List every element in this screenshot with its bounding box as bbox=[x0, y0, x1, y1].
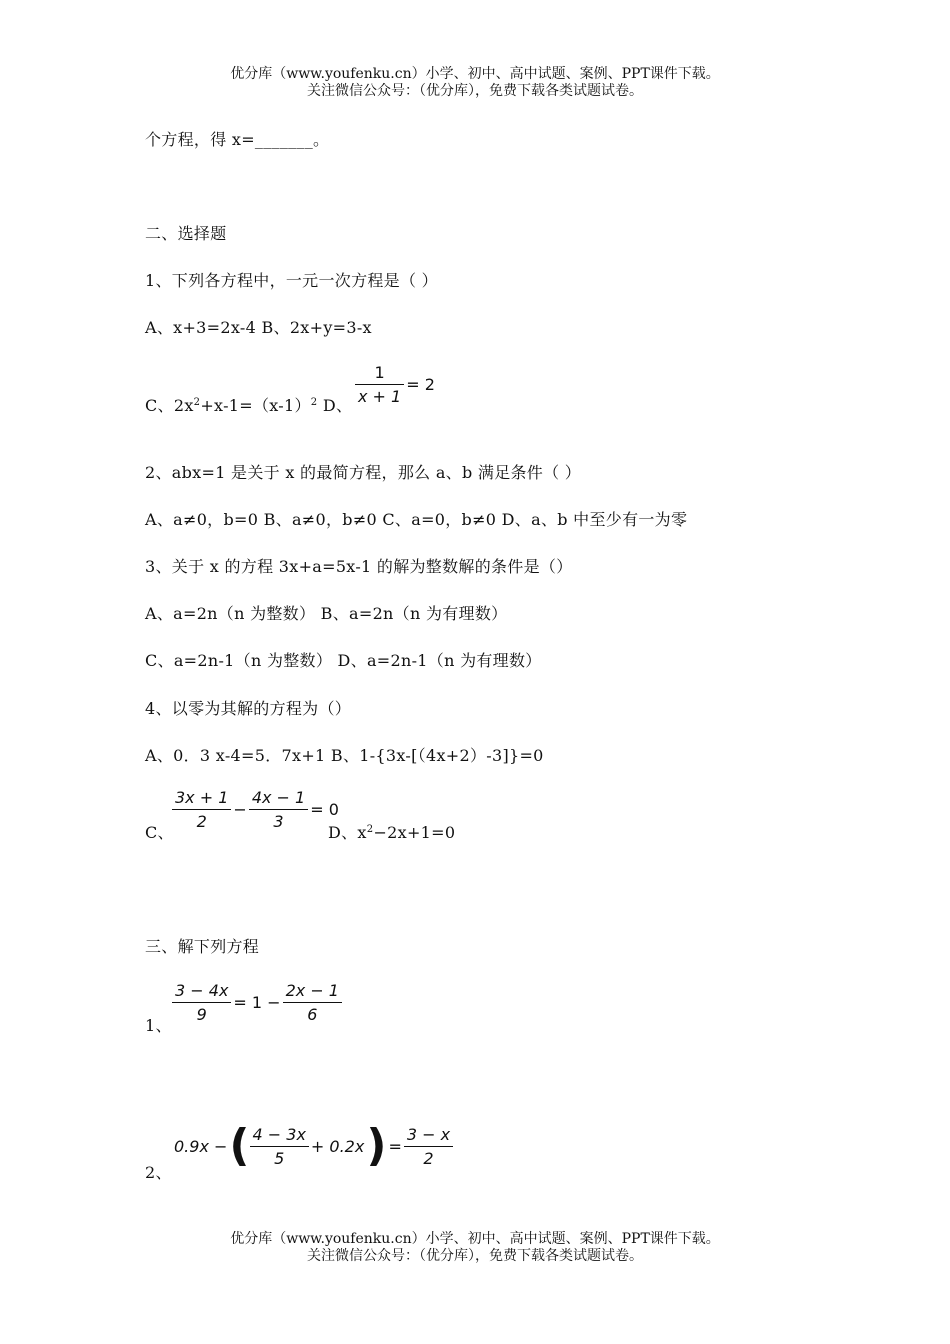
p2-label: 2、 bbox=[145, 1163, 172, 1182]
q1-c-mid: +x-1=（x-1） bbox=[200, 396, 311, 415]
q1-c-sup: 2 bbox=[193, 397, 201, 408]
p2-numerator-1: 4 − 3x bbox=[250, 1125, 309, 1147]
q2-options: A、a≠0，b=0 B、a≠0，b≠0 C、a=0，b≠0 D、a、b 中至少有一为零 bbox=[145, 510, 688, 529]
p1-denominator-1: 9 bbox=[196, 1005, 207, 1024]
p1-equation bbox=[172, 981, 342, 1024]
q4-c-fraction-1 bbox=[172, 788, 231, 831]
p2-equals: = bbox=[388, 1136, 402, 1156]
intro-line: 个方程，得 x=_______。 bbox=[145, 130, 330, 149]
p1-denominator-2: 6 bbox=[307, 1005, 318, 1024]
header-line-1: 优分库（www.youfenku.cn）小学、初中、高中试题、案例、PPT课件下载。 bbox=[230, 66, 720, 82]
q4-c-denominator-2: 3 bbox=[273, 812, 284, 831]
q4-c-rhs: = 0 bbox=[310, 800, 339, 819]
q3-stem: 3、关于 x 的方程 3x+a=5x-1 的解为整数解的条件是（） bbox=[145, 557, 573, 576]
p2-lead: 0.9x − bbox=[174, 1136, 228, 1156]
p1-numerator-1: 3 − 4x bbox=[172, 981, 231, 1003]
q4-d-rest: −2x+1=0 bbox=[373, 823, 456, 842]
p2-fraction-2 bbox=[404, 1125, 453, 1168]
q1-d-denominator: x + 1 bbox=[358, 387, 402, 406]
p2-denominator-2: 2 bbox=[423, 1148, 434, 1168]
q1-d-label: D、 bbox=[317, 396, 353, 415]
p2-plus: + 0.2x bbox=[310, 1136, 365, 1156]
q4-options-ab: A、0．3 x-4=5．7x+1 B、1-{3x-[（4x+2）-3]}=0 bbox=[145, 746, 544, 765]
q4-c-minus: − bbox=[233, 800, 247, 819]
p2-denominator-1: 5 bbox=[274, 1148, 285, 1168]
q4-c-numerator-1: 3x + 1 bbox=[172, 788, 231, 810]
q1-d-rhs: = 2 bbox=[406, 375, 435, 394]
page-header bbox=[0, 66, 950, 100]
p1-mid: = 1 − bbox=[233, 993, 281, 1012]
q1-d-equation bbox=[355, 363, 437, 406]
section3-title: 三、解下列方程 bbox=[145, 937, 260, 956]
section2-title: 二、选择题 bbox=[145, 224, 227, 243]
p2-equation bbox=[172, 1120, 453, 1171]
q4-c-equation bbox=[172, 788, 341, 831]
q1-stem: 1、下列各方程中，一元一次方程是（ ） bbox=[145, 271, 438, 290]
p1-label: 1、 bbox=[145, 1016, 172, 1035]
q1-d-fraction bbox=[355, 363, 404, 406]
p2-right-paren: ) bbox=[366, 1120, 387, 1171]
footer-line-2: 关注微信公众号：（优分库），免费下载各类试题试卷。 bbox=[307, 1248, 643, 1264]
q2-stem: 2、abx=1 是关于 x 的最简方程，那么 a、b 满足条件（ ） bbox=[145, 463, 582, 482]
footer-line-1: 优分库（www.youfenku.cn）小学、初中、高中试题、案例、PPT课件下载。 bbox=[230, 1231, 720, 1247]
page-footer bbox=[0, 1231, 950, 1265]
q1-options-cd bbox=[145, 393, 352, 416]
q1-d-numerator: 1 bbox=[355, 363, 404, 385]
q4-stem: 4、以零为其解的方程为（） bbox=[145, 699, 352, 718]
q1-options-ab: A、x+3=2x-4 B、2x+y=3-x bbox=[145, 318, 372, 337]
q4-d-option bbox=[328, 820, 455, 843]
p2-left-paren: ( bbox=[229, 1120, 250, 1171]
p1-numerator-2: 2x − 1 bbox=[283, 981, 342, 1003]
q4-c-denominator-1: 2 bbox=[196, 812, 207, 831]
q3-options-ab: A、a=2n（n 为整数） B、a=2n（n 为有理数） bbox=[145, 604, 508, 623]
p1-fraction-1 bbox=[172, 981, 231, 1024]
q1-c-sup2: 2 bbox=[310, 397, 318, 408]
q4-d-prefix: D、x bbox=[328, 823, 367, 842]
p2-fraction-1 bbox=[250, 1125, 309, 1168]
q4-c-fraction-2 bbox=[249, 788, 308, 831]
q4-c-numerator-2: 4x − 1 bbox=[249, 788, 308, 810]
q3-options-cd: C、a=2n-1（n 为整数） D、a=2n-1（n 为有理数） bbox=[145, 651, 542, 670]
q4-c-label: C、 bbox=[145, 823, 174, 842]
q1-c-prefix: C、2x bbox=[145, 396, 194, 415]
header-line-2: 关注微信公众号：（优分库），免费下载各类试题试卷。 bbox=[307, 83, 643, 99]
q4-d-sup: 2 bbox=[366, 824, 374, 835]
p2-numerator-2: 3 − x bbox=[404, 1125, 453, 1147]
p1-fraction-2 bbox=[283, 981, 342, 1024]
